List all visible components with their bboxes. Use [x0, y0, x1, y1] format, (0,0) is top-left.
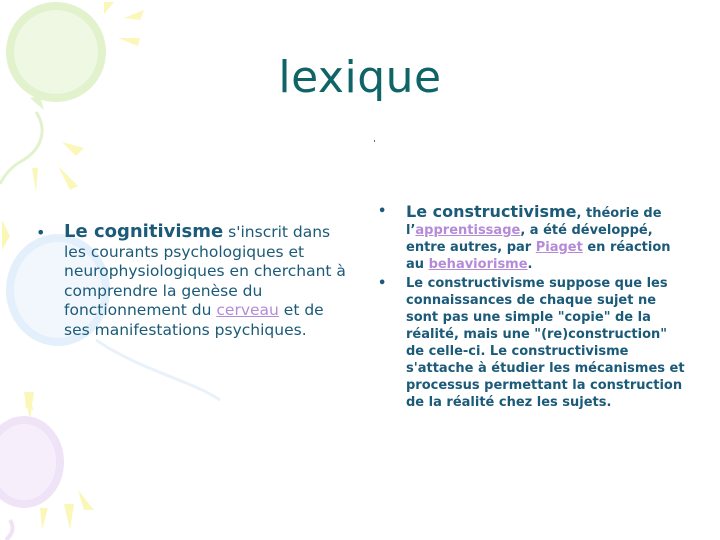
bullet-icon: •	[36, 223, 46, 242]
definition-text-end: et de ses manifestations psychiques.	[64, 301, 324, 339]
left-column	[36, 222, 346, 341]
list-item-constructivisme-detail	[378, 275, 688, 411]
right-column	[378, 203, 688, 411]
list-item-constructivisme	[378, 203, 688, 273]
link-piaget[interactable]: Piaget	[535, 240, 583, 255]
definition-text-4: .	[527, 257, 533, 272]
slide-title: lexique	[278, 52, 442, 103]
definition-text: s'inscrit dans les courants psychologiques et neurophysiologiques en cherchant à comprendre la genèse du fonctionnement du	[64, 223, 346, 320]
bullet-icon: •	[378, 276, 387, 291]
bullet-icon: •	[378, 204, 387, 219]
list-item-cognitivisme	[36, 222, 346, 341]
definition-text: , théorie de l’	[406, 206, 662, 238]
link-apprentissage[interactable]: apprentissage	[415, 223, 521, 238]
detail-text: Le constructivisme suppose que les connaissances de chaque sujet ne sont pas une simple "copie" de la réalité, mais une "(re)construction" de celle-ci. Le constructivisme s'attache à étudier les mécanismes et processus permettant la construction de la réalité chez les sujets.	[406, 276, 685, 410]
definition-text-3: en réaction au	[406, 240, 671, 272]
link-cerveau[interactable]: cerveau	[216, 301, 279, 320]
term-cognitivisme: Le cognitivisme	[64, 221, 224, 242]
definition-text-2: , a été développé, entre autres, par	[406, 223, 653, 255]
term-constructivisme: Le constructivisme	[406, 202, 577, 221]
link-behaviorisme[interactable]: behaviorisme	[428, 257, 528, 272]
purple-balloon-icon	[0, 420, 60, 540]
decorative-dot	[374, 140, 375, 142]
